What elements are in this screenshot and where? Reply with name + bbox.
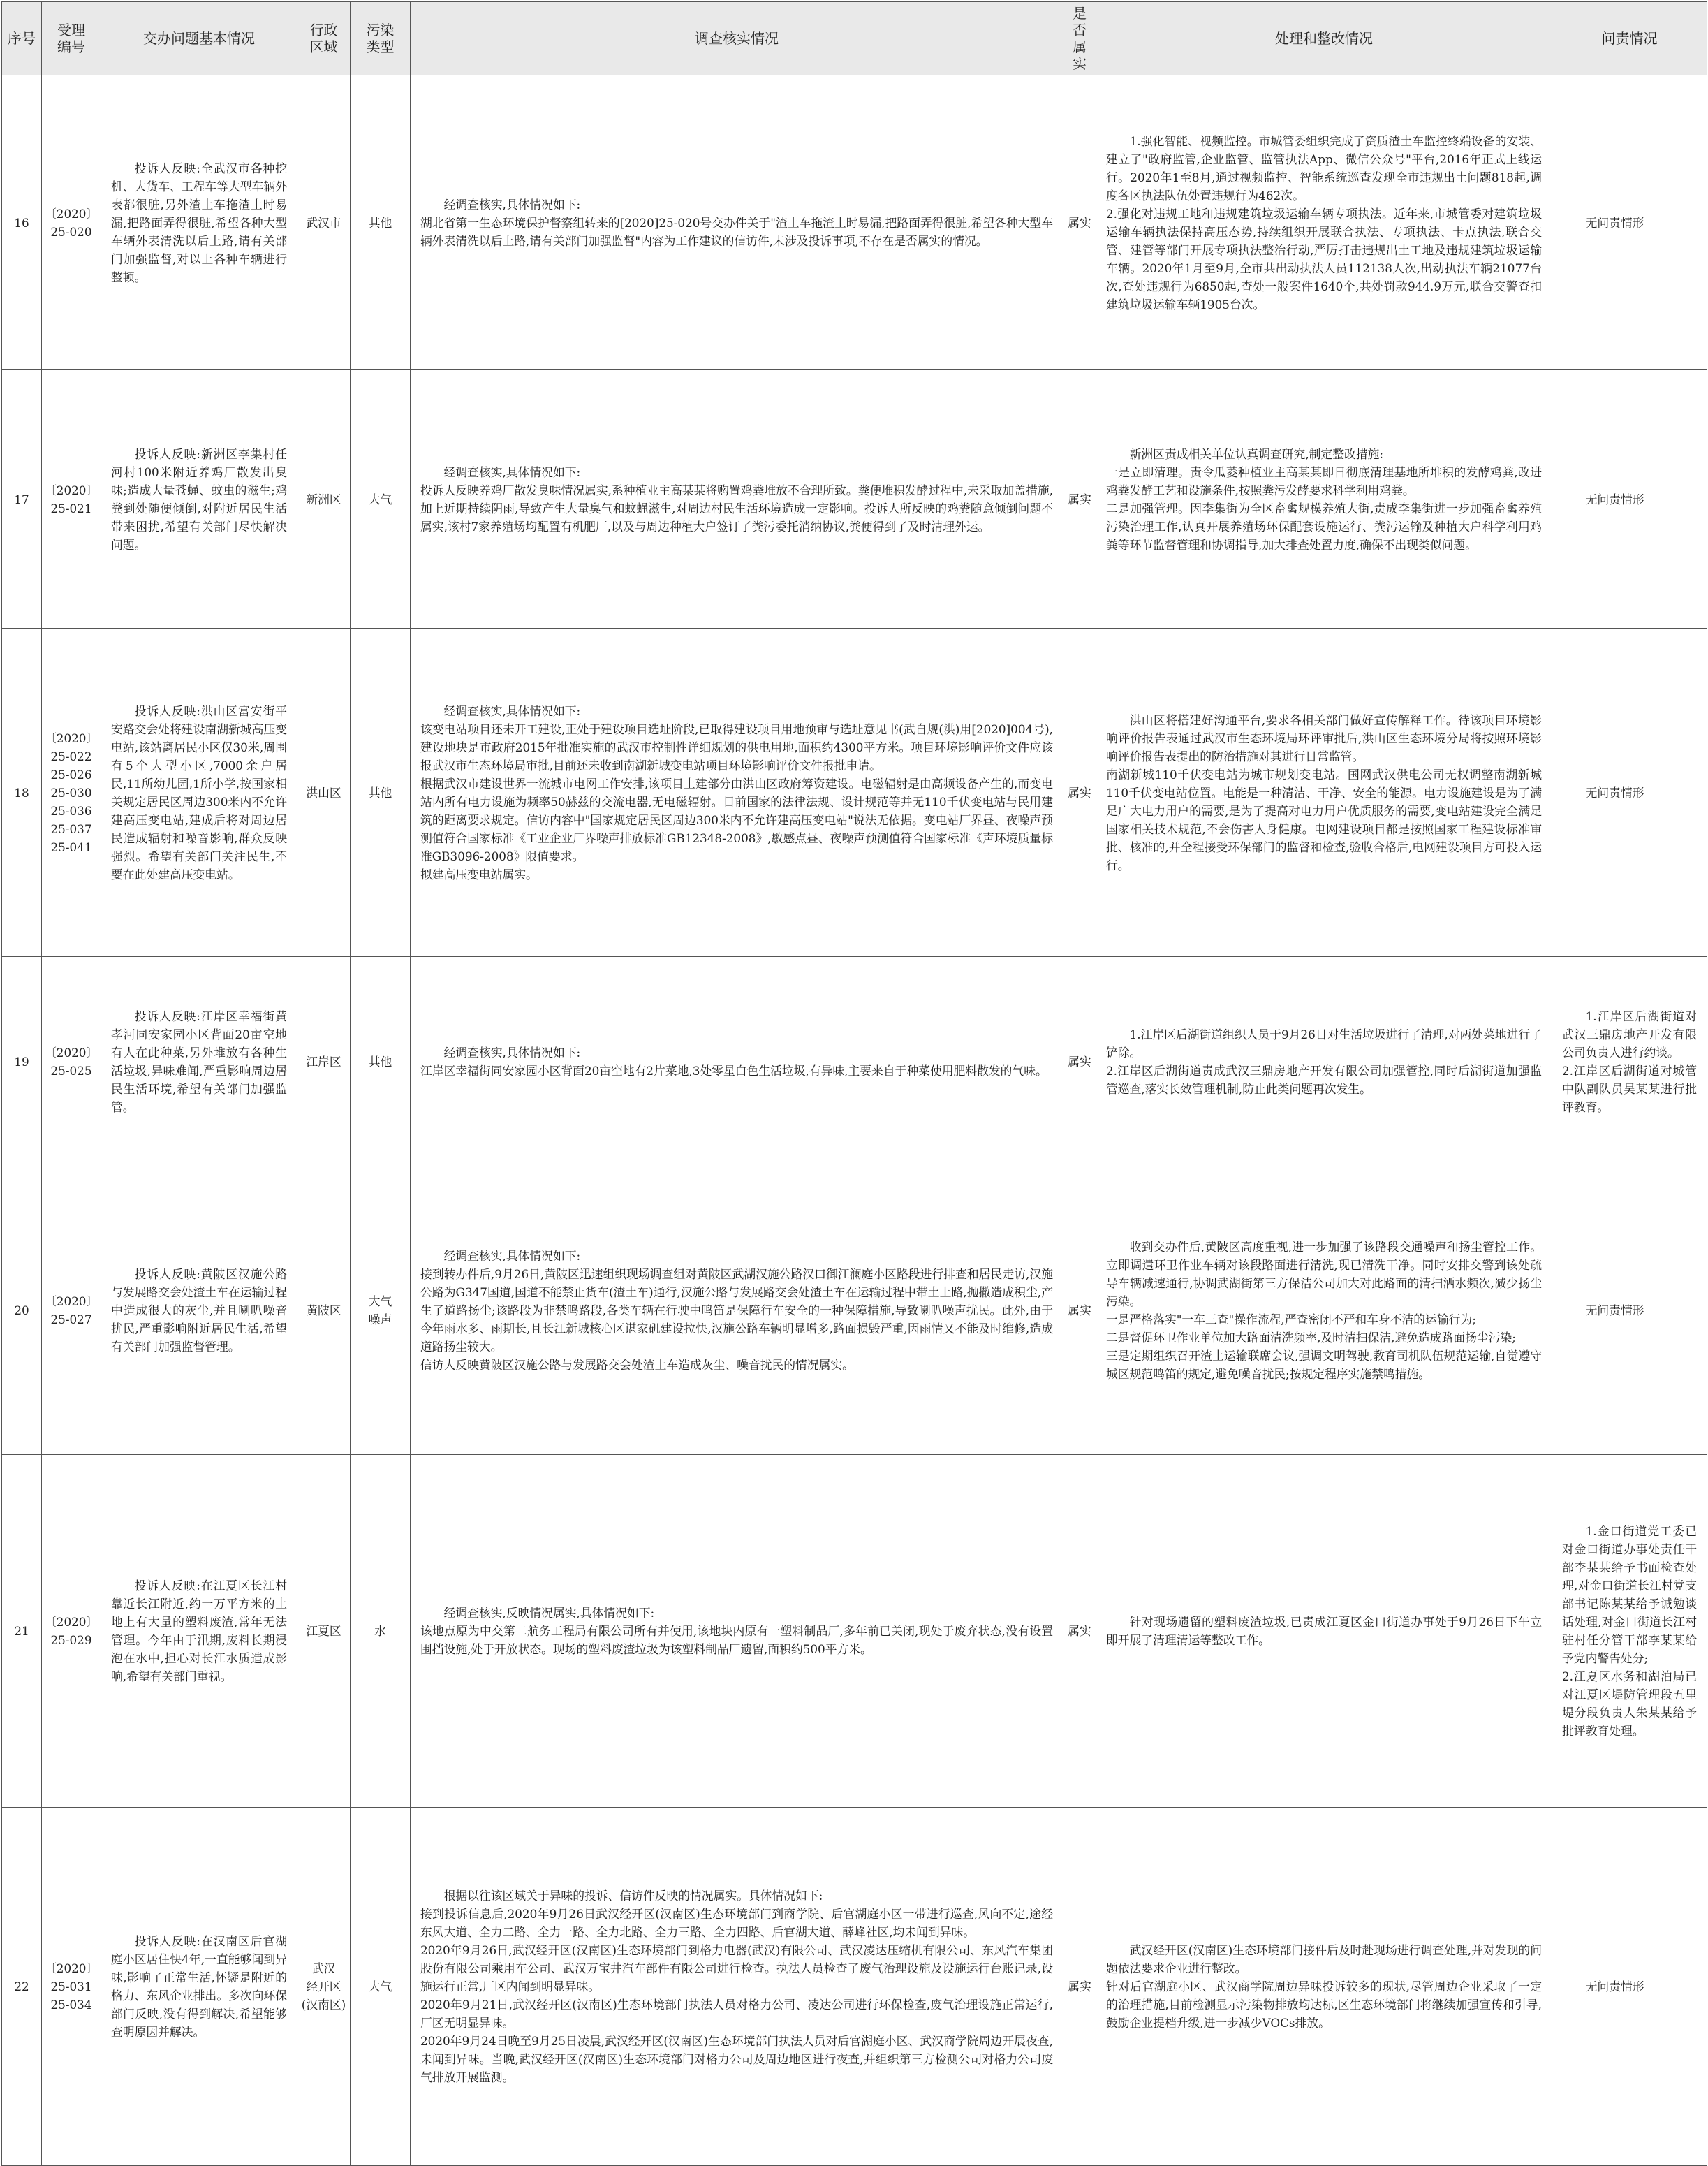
header-verified: 是否 属实 [1063, 2, 1096, 75]
cell-text: 1.江岸区后湖街道组织人员于9月26日对生活垃圾进行了清理,对两处菜地进行了铲除。 2.江岸区后湖街道责成武汉三鼎房地产开发有限公司加强管控,同时后湖街道加强监管巡查,落实长效管理机制,防止此类问题再次发生。 [1106, 1027, 1542, 1096]
cell-pollution-type: 大气 [351, 1808, 411, 2166]
cell-text: 无问责情形 [1585, 492, 1644, 506]
table-row [2, 1166, 1707, 1455]
cell-accountability [1552, 75, 1707, 370]
header-row [2, 2, 1707, 75]
cell-region: 新洲区 [297, 370, 351, 629]
header-pollution-type: 污染 类型 [351, 2, 411, 75]
cell-region: 黄陂区 [297, 1166, 351, 1455]
header-investigation: 调查核实情况 [411, 2, 1063, 75]
cell-handling [1096, 957, 1552, 1166]
cell-investigation [411, 370, 1063, 629]
cell-seq: 21 [2, 1455, 42, 1808]
cell-issue [101, 1808, 297, 2166]
cell-seq: 19 [2, 957, 42, 1166]
cell-issue [101, 629, 297, 957]
cell-seq: 20 [2, 1166, 42, 1455]
header-handling: 处理和整改情况 [1096, 2, 1552, 75]
cell-investigation [411, 1808, 1063, 2166]
cell-text: 无问责情形 [1585, 1980, 1644, 1993]
cell-accountability [1552, 957, 1707, 1166]
table-row [2, 370, 1707, 629]
complaint-table [1, 1, 1707, 2166]
cell-pollution-type: 大气 噪声 [351, 1166, 411, 1455]
header-seq: 序号 [2, 2, 42, 75]
cell-handling [1096, 1455, 1552, 1808]
table-row [2, 629, 1707, 957]
header-accountability: 问责情况 [1552, 2, 1707, 75]
cell-text: 新洲区责成相关单位认真调查研究,制定整改措施: 一是立即清理。责令瓜菱种植业主高某某即日彻底清理基地所堆积的发酵鸡粪,改进鸡粪发酵工艺和设施条件,按照粪污发酵要求科学利用鸡粪。 二是加强管理。因李集街为全区畜禽规模养殖大街,责成李集街进一步加强畜禽养殖污染治理工作,认真开展养殖场环保配套设施运行、粪污运输及种植大户科学利用鸡粪等环节监督管理和协调指导,加大排查处置力度,确保不出现类似问题。 [1106, 446, 1542, 552]
cell-text: 经调查核实,反映情况属实,具体情况如下: 该地点原为中交第二航务工程局有限公司所有并使用,该地块内原有一塑料制品厂,多年前已关闭,现处于废弃状态,没有设置围挡设施,处于开放状态。现场的塑料废渣垃圾为该塑料制品厂遗留,面积约500平方米。 [420, 1606, 1053, 1656]
cell-handling [1096, 629, 1552, 957]
cell-investigation [411, 1455, 1063, 1808]
cell-investigation [411, 1166, 1063, 1455]
cell-text: 投诉人反映:黄陂区汉施公路与发展路交会处渣土车在运输过程中造成很大的灰尘,并且喇叭噪音扰民,严重影响附近居民生活,希望有关部门加强监督管理。 [111, 1267, 287, 1354]
cell-text: 投诉人反映:在江夏区长江村靠近长江附近,约一万平方米的土地上有大量的塑料废渣,常年无法管理。今年由于汛期,废料长期浸泡在水中,担心对长江水质造成影响,希望有关部门重视。 [111, 1579, 287, 1683]
cell-pollution-type: 其他 [351, 75, 411, 370]
cell-accept-no: 〔2020〕 25-029 [42, 1455, 101, 1808]
cell-text: 洪山区将搭建好沟通平台,要求各相关部门做好宣传解释工作。待该项目环境影响评价报告表通过武汉市生态环境局环评审批后,洪山区生态环境分局将按照环境影响评价报告表提出的防治措施对其进行日常监管。 南湖新城110千伏变电站为城市规划变电站。国网武汉供电公司无权调整南湖新城110千伏变电站位置。电能是一种清洁、干净、安全的能源。电力设施建设是为了满足广大电力用户的需要,是为了提高对电力用户优质服务的需要,变电站建设完全满足国家相关技术规范,不会伤害人身健康。电网建设项目都是按照国家工程建设标准审批、核准的,并全程接受环保部门的监督和检查,验收合格后,电网建设项目方可投入运行。 [1106, 712, 1542, 872]
cell-text: 无问责情形 [1585, 215, 1644, 230]
cell-accept-no: 〔2020〕 25-031 25-034 [42, 1808, 101, 2166]
cell-text: 1.江岸区后湖街道对武汉三鼎房地产开发有限公司负责人进行约谈。 2.江岸区后湖街道对城管中队副队员吴某某进行批评教育。 [1562, 1009, 1697, 1114]
cell-verified: 属实 [1063, 1455, 1096, 1808]
cell-text: 投诉人反映:洪山区富安街平安路交会处将建设南湖新城高压变电站,该站离居民小区仅30米,周围有5个大型小区,7000余户居民,11所幼儿园,1所小学,按国家相关规定居民区周边300米内不允许建高压变电站,建成后将对周边居民造成辐射和噪音影响,群众反映强烈。希望有关部门关注民生,不要在此处建高压变电站。 [111, 703, 287, 881]
cell-region: 武汉 经开区 (汉南区) [297, 1808, 351, 2166]
cell-accept-no: 〔2020〕 25-020 [42, 75, 101, 370]
cell-verified: 属实 [1063, 957, 1096, 1166]
cell-accountability [1552, 1166, 1707, 1455]
cell-text: 无问责情形 [1585, 785, 1644, 800]
cell-verified: 属实 [1063, 1808, 1096, 2166]
cell-text: 投诉人反映:新洲区李集村任河村100米附近养鸡厂散发出臭味;造成大量苍蝇、蚊虫的滋生;鸡粪到处随便倾倒,对附近居民生活带来困扰,希望有关部门尽快解决问题。 [111, 446, 287, 552]
cell-seq: 16 [2, 75, 42, 370]
cell-pollution-type: 其他 [351, 957, 411, 1166]
cell-handling [1096, 75, 1552, 370]
cell-seq: 18 [2, 629, 42, 957]
cell-accountability [1552, 1808, 1707, 2166]
cell-verified: 属实 [1063, 75, 1096, 370]
table-row [2, 957, 1707, 1166]
cell-verified: 属实 [1063, 1166, 1096, 1455]
cell-issue [101, 1455, 297, 1808]
cell-accept-no: 〔2020〕 25-027 [42, 1166, 101, 1455]
cell-text: 1.强化智能、视频监控。市城管委组织完成了资质渣土车监控终端设备的安装、建立了"政府监管,企业监管、监管执法App、微信公众号"平台,2016年正式上线运行。2020年1至8月,通过视频监控、智能系统巡查发现全市违规出土问题818起,调度各区执法队伍处置违规行为462次。 2.强化对违规工地和违规建筑垃圾运输车辆专项执法。近年来,市城管委对建筑垃圾运输车辆执法保持高压态势,持续组织开展联合执法、专项执法、卡点执法,联合交管、建管等部门开展专项执法整治行动,严厉打击违规出土工地及违规建筑垃圾运输车辆。2020年1月至9月,全市共出动执法人员112138人次,出动执法车辆21077台次,查处违规行为6850起,查处一般案件1640个,共处罚款944.9万元,联合交警查扣建筑垃圾运输车辆1905台次。 [1106, 133, 1542, 312]
cell-region: 江夏区 [297, 1455, 351, 1808]
cell-region: 武汉市 [297, 75, 351, 370]
cell-accept-no: 〔2020〕 25-022 25-026 25-030 25-036 25-037 25-041 [42, 629, 101, 957]
cell-pollution-type: 大气 [351, 370, 411, 629]
cell-issue [101, 370, 297, 629]
table-row [2, 1455, 1707, 1808]
cell-investigation [411, 957, 1063, 1166]
cell-text: 无问责情形 [1585, 1303, 1644, 1317]
cell-seq: 17 [2, 370, 42, 629]
cell-text: 投诉人反映:江岸区幸福街黄孝河同安家园小区背面20亩空地有人在此种菜,另外堆放有各种生活垃圾,异味难闻,严重影响周边居民生活环境,希望有关部门加强监管。 [111, 1009, 287, 1114]
cell-handling [1096, 1808, 1552, 2166]
cell-text: 经调查核实,具体情况如下: 湖北省第一生态环境保护督察组转来的[2020]25-020号交办件关于"渣土车拖渣土时易漏,把路面弄得很脏,希望各种大型车辆外表清洗以后上路,请有关部门加强监督"内容为工作建议的信访件,未涉及投诉事项,不存在是否属实的情况。 [420, 197, 1053, 248]
cell-text: 1.金口街道党工委已对金口街道办事处责任干部李某某给予书面检查处理,对金口街道长江村党支部书记陈某某给予诫勉谈话处理,对金口街道长江村驻村任分管干部李某某给予党内警告处分; 2.江夏区水务和湖泊局已对江夏区堤防管理段五里堤分段负责人朱某某给予批评教育处理。 [1562, 1524, 1697, 1738]
cell-investigation [411, 75, 1063, 370]
cell-issue [101, 957, 297, 1166]
cell-seq: 22 [2, 1808, 42, 2166]
header-region: 行政 区域 [297, 2, 351, 75]
cell-accountability [1552, 1455, 1707, 1808]
table-row [2, 1808, 1707, 2166]
cell-text: 投诉人反映:在汉南区后官湖庭小区居住快4年,一直能够闻到异味,影响了正常生活,怀疑是附近的格力、东风企业排出。多次向环保部门反映,没有得到解决,希望能够查明原因并解决。 [111, 1934, 287, 2039]
cell-pollution-type: 其他 [351, 629, 411, 957]
cell-text: 投诉人反映:全武汉市各种挖机、大货车、工程车等大型车辆外表都很脏,另外渣土车拖渣土时易漏,把路面弄得很脏,希望各种大型车辆外表清洗以后上路,请有关部门加强监督,对以上各种车辆进行整顿。 [111, 161, 287, 284]
cell-issue [101, 75, 297, 370]
cell-accountability [1552, 370, 1707, 629]
cell-verified: 属实 [1063, 370, 1096, 629]
cell-text: 针对现场遗留的塑料废渣垃圾,已责成江夏区金口街道办事处于9月26日下午立即开展了清理清运等整改工作。 [1106, 1615, 1542, 1647]
cell-text: 武汉经开区(汉南区)生态环境部门接件后及时赴现场进行调查处理,并对发现的问题依法要求企业进行整改。 针对后官湖庭小区、武汉商学院周边异味投诉较多的现状,尽管周边企业采取了一定的治理措施,目前检测显示污染物排放均达标,区生态环境部门将继续加强宣传和引导,鼓励企业提档升级,进一步减少VOCs排放。 [1106, 1943, 1542, 2030]
cell-text: 经调查核实,具体情况如下: 江岸区幸福街同安家园小区背面20亩空地有2片菜地,3处零星白色生活垃圾,有异味,主要来自于种菜使用肥料散发的气味。 [420, 1045, 1047, 1078]
cell-accept-no: 〔2020〕 25-025 [42, 957, 101, 1166]
cell-region: 洪山区 [297, 629, 351, 957]
header-issue: 交办问题基本情况 [101, 2, 297, 75]
cell-text: 经调查核实,具体情况如下: 接到转办件后,9月26日,黄陂区迅速组织现场调查组对黄陂区武湖汉施公路汉口御江澜庭小区路段进行排查和居民走访,汉施公路为G347国道,国道不能禁止货车(渣土车)通行,汉施公路与发展路交会处渣土车在运输过程中带土上路,抛撒造成积尘,产生了道路扬尘;该路段为非禁鸣路段,各类车辆在行驶中鸣笛是保障行车安全的一种保障措施,导致喇叭噪声扰民。此外,由于今年雨水多、雨期长,且长江新城核心区谌家矶建设拉快,汉施公路车辆明显增多,路面损毁严重,因雨情又不能及时维修,造成道路扬尘较大。 信访人反映黄陂区汉施公路与发展路交会处渣土车造成灰尘、噪音扰民的情况属实。 [420, 1249, 1053, 1372]
cell-accountability [1552, 629, 1707, 957]
cell-text: 经调查核实,具体情况如下: 投诉人反映养鸡厂散发臭味情况属实,系种植业主高某某将购置鸡粪堆放不合理所致。粪便堆积发酵过程中,未采取加盖措施,加上近期持续阴雨,导致产生大量臭气和蚊蝇滋生,对周边村民生活环境造成一定影响。投诉人所反映的鸡粪随意倾倒问题不属实,该村7家养殖场均配置有机肥厂,以及与周边种植大户签订了粪污委托消纳协议,粪便得到了及时清理外运。 [420, 464, 1053, 534]
cell-text: 根据以往该区域关于异味的投诉、信访件反映的情况属实。具体情况如下: 接到投诉信息后,2020年9月26日武汉经开区(汉南区)生态环境部门到商学院、后官湖庭小区一带进行巡查,风向不定,途经东风大道、全力二路、全力一路、全力北路、全力三路、全力四路、后官湖大道、薛峰社区,均未闻到异味。 2020年9月26日,武汉经开区(汉南区)生态环境部门到格力电器(武汉)有限公司、武汉凌达压缩机有限公司、东风汽车集团股份有限公司乘用车公司、武汉万宝井汽车部件有限公司进行检查。执法人员检查了废气治理设施及设施运行台账记录,设施运行正常,厂区内闻到明显异味。 2020年9月21日,武汉经开区(汉南区)生态环境部门执法人员对格力公司、凌达公司进行环保检查,废气治理设施正常运行,厂区无明显异味。 2020年9月24日晚至9月25日凌晨,武汉经开区(汉南区)生态环境部门执法人员对后官湖庭小区、武汉商学院周边开展夜查,未闻到异味。当晚,武汉经开区(汉南区)生态环境部门对格力公司及周边地区进行夜查,并组织第三方检测公司对格力公司废气排放开展监测。 [420, 1889, 1053, 2084]
cell-accept-no: 〔2020〕 25-021 [42, 370, 101, 629]
cell-verified: 属实 [1063, 629, 1096, 957]
cell-text: 经调查核实,具体情况如下: 该变电站项目还未开工建设,正处于建设项目选址阶段,已取得建设项目用地预审与选址意见书(武自规(洪)用[2020]004号),建设地块是市政府2015年批准实施的武汉市控制性详细规划的供电用地,面积约4300平方米。项目环境影响评价文件应该报武汉市生态环境局审批,目前还未收到南湖新城变电站项目环境影响评价文件报批申请。 根据武汉市建设世界一流城市电网工作安排,该项目土建部分由洪山区政府筹资建设。电磁辐射是由高频设备产生的,而变电站内所有电力设施为频率50赫兹的交流电器,无电磁辐射。目前国家的法律法规、设计规范等并无110千伏变电站与民用建筑的距离要求规定。信访内容中"国家规定居民区周边300米内不允许建高压变电站"说法无依据。变电站厂界昼、夜噪声预测值符合国家标准《工业企业厂界噪声排放标准GB12348-2008》,敏感点昼、夜噪声预测值符合国家标准《声环境质量标准GB3096-2008》限值要求。 拟建高压变电站属实。 [420, 703, 1053, 881]
cell-handling [1096, 1166, 1552, 1455]
header-accept-no: 受理 编号 [42, 2, 101, 75]
table-row [2, 75, 1707, 370]
cell-issue [101, 1166, 297, 1455]
cell-pollution-type: 水 [351, 1455, 411, 1808]
cell-handling [1096, 370, 1552, 629]
cell-region: 江岸区 [297, 957, 351, 1166]
cell-text: 收到交办件后,黄陂区高度重视,进一步加强了该路段交通噪声和扬尘管控工作。立即调遣环卫作业车辆对该段路面进行清洗,现已清洗干净。同时安排交警到该处疏导车辆减速通行,协调武湖街第三方保洁公司加大对此路面的清扫洒水频次,减少扬尘污染。 一是严格落实"一车三查"操作流程,严查密闭不严和车身不洁的运输行为; 二是督促环卫作业单位加大路面清洗频率,及时清扫保洁,避免造成路面扬尘污染; 三是定期组织召开渣土运输联席会议,强调文明驾驶,教育司机队伍规范运输,自觉遵守城区规范鸣笛的规定,避免噪音扰民;按规定程序实施禁鸣措施。 [1106, 1240, 1542, 1381]
cell-investigation [411, 629, 1063, 957]
